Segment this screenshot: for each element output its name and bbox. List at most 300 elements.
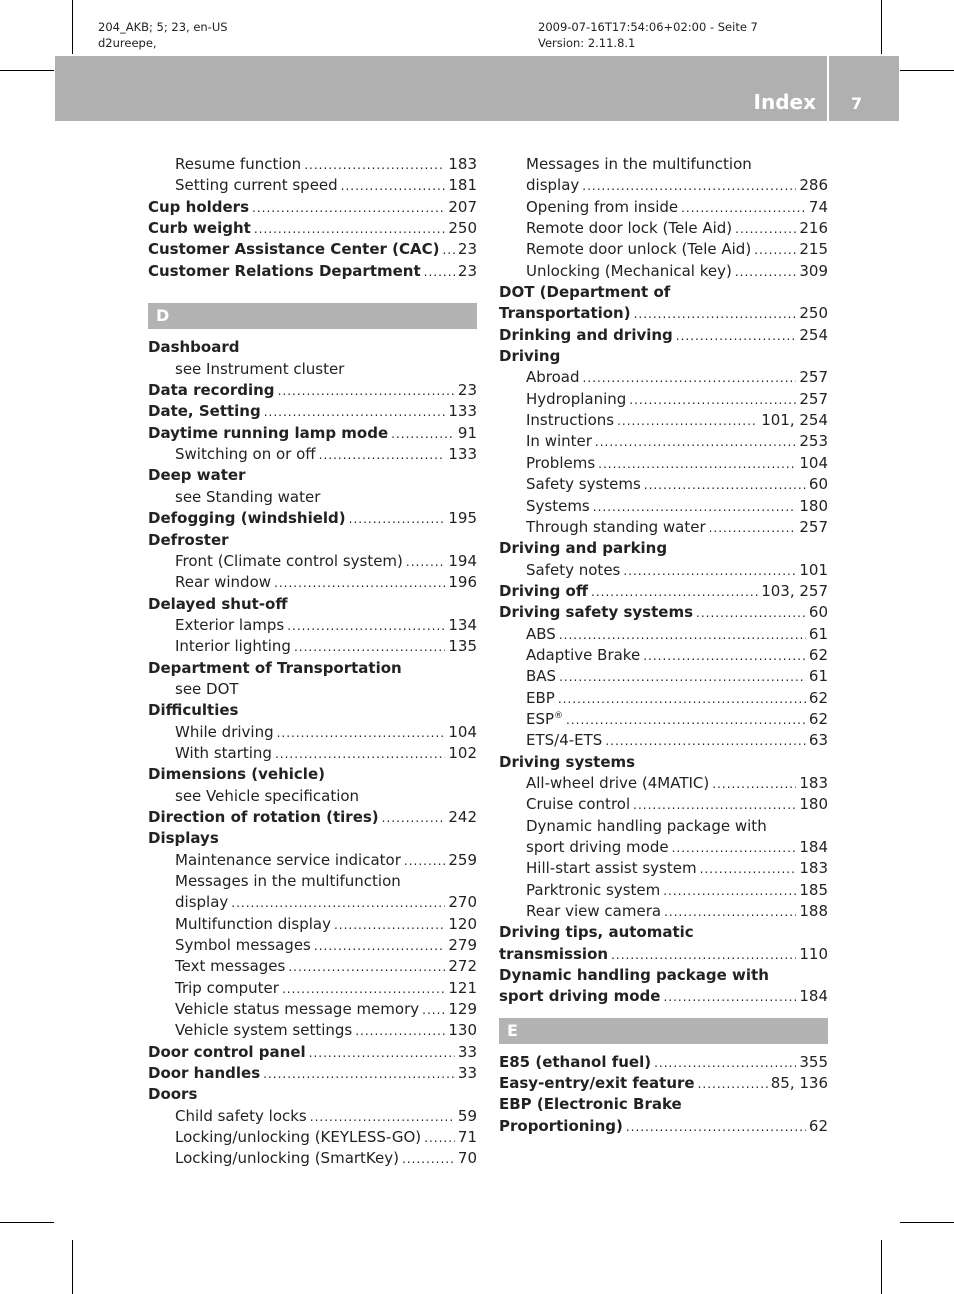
entry-label <box>148 337 239 358</box>
leader-dots <box>623 561 796 582</box>
index-entry <box>148 956 477 977</box>
entry-page: 110 <box>799 944 828 963</box>
entry-page: 33 <box>457 1064 477 1083</box>
index-entry <box>499 1116 828 1137</box>
index-entry <box>148 465 477 486</box>
entry-page: 120 <box>448 914 477 933</box>
entry-label <box>526 389 626 410</box>
leader-dots <box>595 432 796 453</box>
entry-label <box>148 239 439 260</box>
index-entry <box>499 709 828 730</box>
entry-label <box>526 410 614 431</box>
entry-page: 242 <box>448 807 477 826</box>
leader-dots <box>559 625 806 646</box>
leader-dots <box>424 262 455 283</box>
entry-label-text: Cruise control <box>526 795 631 814</box>
entry-page: 259 <box>448 850 477 869</box>
index-entry <box>499 944 828 965</box>
entry-label <box>148 380 275 401</box>
entry-label <box>499 538 667 559</box>
file-info-line: 204_AKB; 5; 23, en-US <box>98 20 228 34</box>
entry-page: 355 <box>799 1052 828 1071</box>
index-entry <box>499 453 828 474</box>
index-entry <box>499 901 828 922</box>
entry-label-text: Date, Setting <box>148 402 261 421</box>
header-divider <box>827 56 829 121</box>
entry-label-text: Locking/unlocking (KEYLESS-GO) <box>175 1128 422 1147</box>
entry-label <box>175 154 301 175</box>
entry-label-text: Child safety locks <box>175 1106 307 1125</box>
index-entry <box>148 175 477 196</box>
leader-dots <box>304 155 445 176</box>
entry-label-text: ABS <box>526 624 556 643</box>
entry-label <box>526 773 709 794</box>
entry-page: 183 <box>799 773 828 792</box>
entry-label <box>175 999 419 1020</box>
leader-dots <box>278 381 455 402</box>
entry-label-text: Difficulties <box>148 701 239 720</box>
leader-dots <box>566 710 806 731</box>
entry-page: 23 <box>457 381 477 400</box>
leader-dots <box>422 1000 445 1021</box>
entry-page: 101 <box>799 560 828 579</box>
index-entry <box>148 743 477 764</box>
entry-label <box>526 688 555 709</box>
index-entry <box>148 444 477 465</box>
entry-label-text: Defogging (windshield) <box>148 509 346 528</box>
entry-page: 121 <box>448 978 477 997</box>
entry-label-text: transmission <box>499 944 609 963</box>
entry-label <box>499 986 660 1007</box>
entry-page: 195 <box>448 509 477 528</box>
leader-dots <box>231 893 445 914</box>
entry-label-text: E85 (ethanol fuel) <box>499 1052 652 1071</box>
index-entry <box>148 1020 477 1041</box>
entry-page: 185 <box>799 880 828 899</box>
entry-label-text: Parktronic system <box>526 880 661 899</box>
entry-page: 62 <box>808 688 828 707</box>
section-letter-d: D <box>148 303 477 329</box>
leader-dots <box>663 881 796 902</box>
entry-page: 286 <box>799 176 828 195</box>
entry-label <box>175 359 344 380</box>
leader-dots <box>275 744 445 765</box>
entry-label-text: Safety systems <box>526 475 641 494</box>
index-entry <box>148 1084 477 1105</box>
entry-page: 62 <box>808 1116 828 1135</box>
left-section-entries <box>148 337 477 1169</box>
entry-label <box>499 303 631 324</box>
index-entry <box>148 850 477 871</box>
entry-label <box>175 1148 399 1169</box>
entry-page: 272 <box>448 957 477 976</box>
leader-dots <box>406 552 445 573</box>
entry-label <box>148 700 238 721</box>
entry-label-text: Exterior lamps <box>175 615 285 634</box>
entry-label <box>175 722 274 743</box>
index-entry <box>148 1063 477 1084</box>
index-entry <box>499 197 828 218</box>
entry-label <box>526 794 630 815</box>
index-entry <box>499 752 828 773</box>
index-entry <box>148 508 477 529</box>
entry-label-text: Doors <box>148 1085 198 1104</box>
entry-label-text: Switching on or off <box>175 445 316 464</box>
index-entry <box>499 474 828 495</box>
entry-label-text: Delayed shut-off <box>148 594 288 613</box>
leader-dots <box>314 936 445 957</box>
entry-label <box>175 679 239 700</box>
entry-label <box>526 837 669 858</box>
entry-label <box>526 858 697 879</box>
leader-dots <box>754 240 796 261</box>
index-entry <box>499 922 828 943</box>
entry-label <box>526 645 640 666</box>
entry-label-text: Front (Climate control system) <box>175 551 403 570</box>
entry-label <box>526 517 706 538</box>
index-entry <box>499 154 828 175</box>
entry-label <box>175 1106 307 1127</box>
index-entry <box>499 858 828 879</box>
entry-label <box>526 431 592 452</box>
entry-page: 180 <box>799 496 828 515</box>
entry-label-text: Driving tips, automatic <box>499 923 694 942</box>
entry-label-text: Rear window <box>175 573 272 592</box>
entry-label-text: Drinking and driving <box>499 325 673 344</box>
index-entry <box>148 828 477 849</box>
entry-label <box>175 615 284 636</box>
entry-page: 309 <box>799 261 828 280</box>
entry-label <box>148 401 261 422</box>
entry-label <box>175 572 271 593</box>
index-entry <box>499 602 828 623</box>
entry-page: 74 <box>808 197 828 216</box>
index-entry <box>499 239 828 260</box>
entry-label-text: While driving <box>175 722 274 741</box>
file-info-line: d2ureepe, <box>98 36 157 50</box>
entry-label <box>148 807 379 828</box>
leader-dots <box>664 902 796 923</box>
crop-mark <box>900 70 954 71</box>
entry-label-text: Dimensions (vehicle) <box>148 765 325 784</box>
entry-label <box>499 922 694 943</box>
entry-label-text: Driving off <box>499 581 589 600</box>
entry-label-text: Messages in the multifunction <box>526 155 752 173</box>
entry-page: 135 <box>448 637 477 656</box>
crop-mark <box>881 0 882 54</box>
index-entry <box>499 837 828 858</box>
index-entry <box>148 978 477 999</box>
spacer <box>499 1008 828 1018</box>
leader-dots <box>696 603 806 624</box>
leader-dots <box>676 326 797 347</box>
entry-page: 33 <box>457 1042 477 1061</box>
entry-page: 60 <box>808 475 828 494</box>
entry-label-text: Abroad <box>526 368 580 387</box>
leader-dots <box>319 445 446 466</box>
index-entry <box>499 431 828 452</box>
leader-dots <box>309 1043 455 1064</box>
entry-label-text: Adaptive Brake <box>526 645 641 664</box>
entry-label <box>175 444 316 465</box>
index-entry <box>148 1042 477 1063</box>
entry-page: 62 <box>808 709 828 728</box>
leader-dots <box>605 731 806 752</box>
index-entry <box>499 496 828 517</box>
entry-label-text: Customer Assistance Center (CAC) <box>148 240 440 259</box>
entry-page: 104 <box>448 722 477 741</box>
leader-dots <box>598 454 796 475</box>
entry-label-text: Messages in the multifunction <box>175 872 401 890</box>
index-entry <box>148 1148 477 1169</box>
entry-label-text: Remote door lock (Tele Aid) <box>526 219 733 238</box>
entry-page: 183 <box>448 155 477 173</box>
entry-label-text: display <box>175 893 229 912</box>
leader-dots <box>277 723 446 744</box>
entry-label <box>526 901 661 922</box>
index-entry <box>148 935 477 956</box>
index-entry <box>499 794 828 815</box>
entry-label-text: Through standing water <box>526 517 706 536</box>
index-entry <box>148 871 477 892</box>
entry-label-text: Trip computer <box>175 978 279 997</box>
entry-page: 181 <box>448 176 477 195</box>
entry-label-text: Safety notes <box>526 560 621 579</box>
leader-dots <box>355 1021 445 1042</box>
leader-dots <box>583 368 797 389</box>
leader-dots <box>274 573 445 594</box>
entry-label-text: Defroster <box>148 530 229 549</box>
index-entry <box>499 666 828 687</box>
entry-label-text: Easy-entry/exit feature <box>499 1074 695 1093</box>
entry-label <box>499 581 588 602</box>
entry-label-text: Data recording <box>148 381 275 400</box>
entry-page: 215 <box>799 240 828 259</box>
leader-dots <box>591 582 758 603</box>
entry-label <box>148 261 421 282</box>
date-info <box>538 19 758 51</box>
entry-page: 104 <box>799 453 828 472</box>
entry-page: 184 <box>799 838 828 856</box>
entry-label-text: Customer Relations Department <box>148 261 421 280</box>
entry-label-text: Resume function <box>175 155 302 173</box>
entry-label-text: Dynamic handling package with <box>526 816 767 835</box>
leader-dots <box>391 424 455 445</box>
leader-dots <box>264 402 446 423</box>
index-entry <box>499 688 828 709</box>
entry-label-text: EBP <box>526 688 555 707</box>
index-entry <box>148 154 477 175</box>
entry-label-text: Direction of rotation (tires) <box>148 807 379 826</box>
entry-page: 257 <box>799 389 828 408</box>
entry-label-text: Curb weight <box>148 219 251 238</box>
entry-page: 91 <box>457 423 477 442</box>
leader-dots <box>698 1074 768 1095</box>
leader-dots <box>341 176 446 197</box>
crop-mark <box>0 70 54 71</box>
date-info-line: Version: 2.11.8.1 <box>538 36 636 50</box>
entry-label <box>148 1042 306 1063</box>
entry-label-text: Problems <box>526 453 596 472</box>
entry-label <box>499 1052 651 1073</box>
entry-label <box>148 764 325 785</box>
leader-dots <box>310 1107 455 1128</box>
entry-page: 250 <box>448 219 477 238</box>
entry-page: 63 <box>808 731 828 750</box>
entry-label-text: BAS <box>526 667 557 686</box>
entry-page: 133 <box>448 402 477 421</box>
index-entry <box>499 538 828 559</box>
entry-page: 279 <box>448 936 477 955</box>
entry-label <box>526 560 620 581</box>
left-column <box>148 154 477 1170</box>
index-entry <box>499 965 828 986</box>
entry-label <box>526 666 556 687</box>
index-entry <box>148 401 477 422</box>
index-entry <box>499 880 828 901</box>
entry-label-text: Proportioning) <box>499 1116 623 1135</box>
entry-label-text: Unlocking (Mechanical key) <box>526 261 732 280</box>
leader-dots <box>672 838 797 859</box>
leader-dots <box>559 667 806 688</box>
leader-dots <box>442 240 454 261</box>
entry-label <box>526 197 678 218</box>
entry-label-text: Vehicle system settings <box>175 1021 353 1040</box>
entry-label-text: Deep water <box>148 466 246 485</box>
leader-dots <box>681 198 806 219</box>
index-entry <box>499 346 828 367</box>
leader-dots <box>634 304 797 325</box>
index-entry <box>148 380 477 401</box>
leader-dots <box>282 979 445 1000</box>
entry-label <box>526 154 752 175</box>
entry-page: 61 <box>808 667 828 686</box>
entry-page: 62 <box>808 645 828 664</box>
entry-label <box>499 752 635 773</box>
entry-page: 61 <box>808 624 828 643</box>
entry-label-text: Dashboard <box>148 338 240 357</box>
entry-label <box>526 453 595 474</box>
entry-label <box>526 624 556 645</box>
index-entry <box>148 218 477 239</box>
leader-dots <box>654 1053 796 1074</box>
entry-label-text: Instructions <box>526 411 615 430</box>
entry-page: 134 <box>448 615 477 634</box>
index-entry <box>148 807 477 828</box>
index-entry <box>148 615 477 636</box>
date-info-line: 2009-07-16T17:54:06+02:00 - Seite 7 <box>538 20 758 34</box>
entry-label-text: display <box>526 176 580 195</box>
entry-label <box>526 816 767 837</box>
entry-page: 257 <box>799 368 828 387</box>
index-entry <box>148 487 477 508</box>
entry-label <box>175 850 401 871</box>
entry-label <box>526 239 751 260</box>
leader-dots <box>735 262 797 283</box>
entry-page: 23 <box>457 240 477 259</box>
index-entry <box>499 581 828 602</box>
entry-label <box>175 978 279 999</box>
entry-label-text: ETS/4-ETS <box>526 731 603 750</box>
entry-page: 180 <box>799 795 828 814</box>
entry-label-text: Symbol messages <box>175 936 311 955</box>
entry-page: 188 <box>799 902 828 921</box>
entry-label-text: Hill-start assist system <box>526 859 697 878</box>
index-entry <box>499 986 828 1007</box>
index-entry <box>499 517 828 538</box>
index-entry <box>499 1052 828 1073</box>
leader-dots <box>700 859 797 880</box>
right-top-entries <box>499 154 828 1008</box>
entry-page: 103, 257 <box>761 581 828 600</box>
index-entry <box>499 1073 828 1094</box>
entry-label <box>175 743 272 764</box>
index-entry <box>148 337 477 358</box>
entry-page: 196 <box>448 573 477 592</box>
entry-page: 129 <box>448 1000 477 1019</box>
index-entry <box>148 197 477 218</box>
entry-page: 101, 254 <box>761 411 828 430</box>
leader-dots <box>709 518 797 539</box>
entry-label <box>499 282 670 303</box>
entry-label-text: Multifunction display <box>175 914 331 933</box>
entry-label <box>148 658 402 679</box>
entry-label <box>148 530 229 551</box>
leader-dots <box>663 987 796 1008</box>
entry-label-text: Setting current speed <box>175 176 338 195</box>
index-entry <box>148 261 477 282</box>
index-entry <box>499 624 828 645</box>
index-entry <box>148 359 477 380</box>
leader-dots <box>349 509 446 530</box>
index-entry <box>148 530 477 551</box>
entry-label-text: EBP (Electronic Brake <box>499 1095 682 1114</box>
leader-dots <box>617 411 758 432</box>
entry-label <box>526 496 590 517</box>
entry-label-text: Driving <box>499 347 561 366</box>
entry-label-text: see Standing water <box>175 487 321 506</box>
entry-label-text: Opening from inside <box>526 197 679 216</box>
index-entry <box>499 730 828 751</box>
entry-label-text: Rear view camera <box>526 902 662 921</box>
leader-dots <box>294 637 445 658</box>
index-entry <box>148 700 477 721</box>
entry-label-text: With starting <box>175 743 272 762</box>
index-entry <box>148 1127 477 1148</box>
entry-label <box>148 1084 197 1105</box>
entry-label-text: Driving safety systems <box>499 603 694 622</box>
index-entry <box>148 239 477 260</box>
entry-label <box>499 602 693 623</box>
entry-page: 59 <box>457 1106 477 1125</box>
leader-dots <box>582 176 796 197</box>
entry-label <box>499 346 560 367</box>
entry-label <box>526 367 580 388</box>
index-entry <box>148 892 477 913</box>
leader-dots <box>633 795 796 816</box>
entry-label <box>175 636 291 657</box>
entry-label-text: ESP <box>526 709 555 728</box>
entry-label-text: Vehicle status message memory <box>175 1000 420 1019</box>
entry-label <box>175 1020 352 1041</box>
leader-dots <box>404 851 445 872</box>
entry-label <box>148 197 249 218</box>
leader-dots <box>424 1128 455 1149</box>
index-entry <box>148 658 477 679</box>
entry-page: 71 <box>457 1128 477 1147</box>
entry-label <box>175 175 338 196</box>
page-number: 7 <box>851 94 863 113</box>
